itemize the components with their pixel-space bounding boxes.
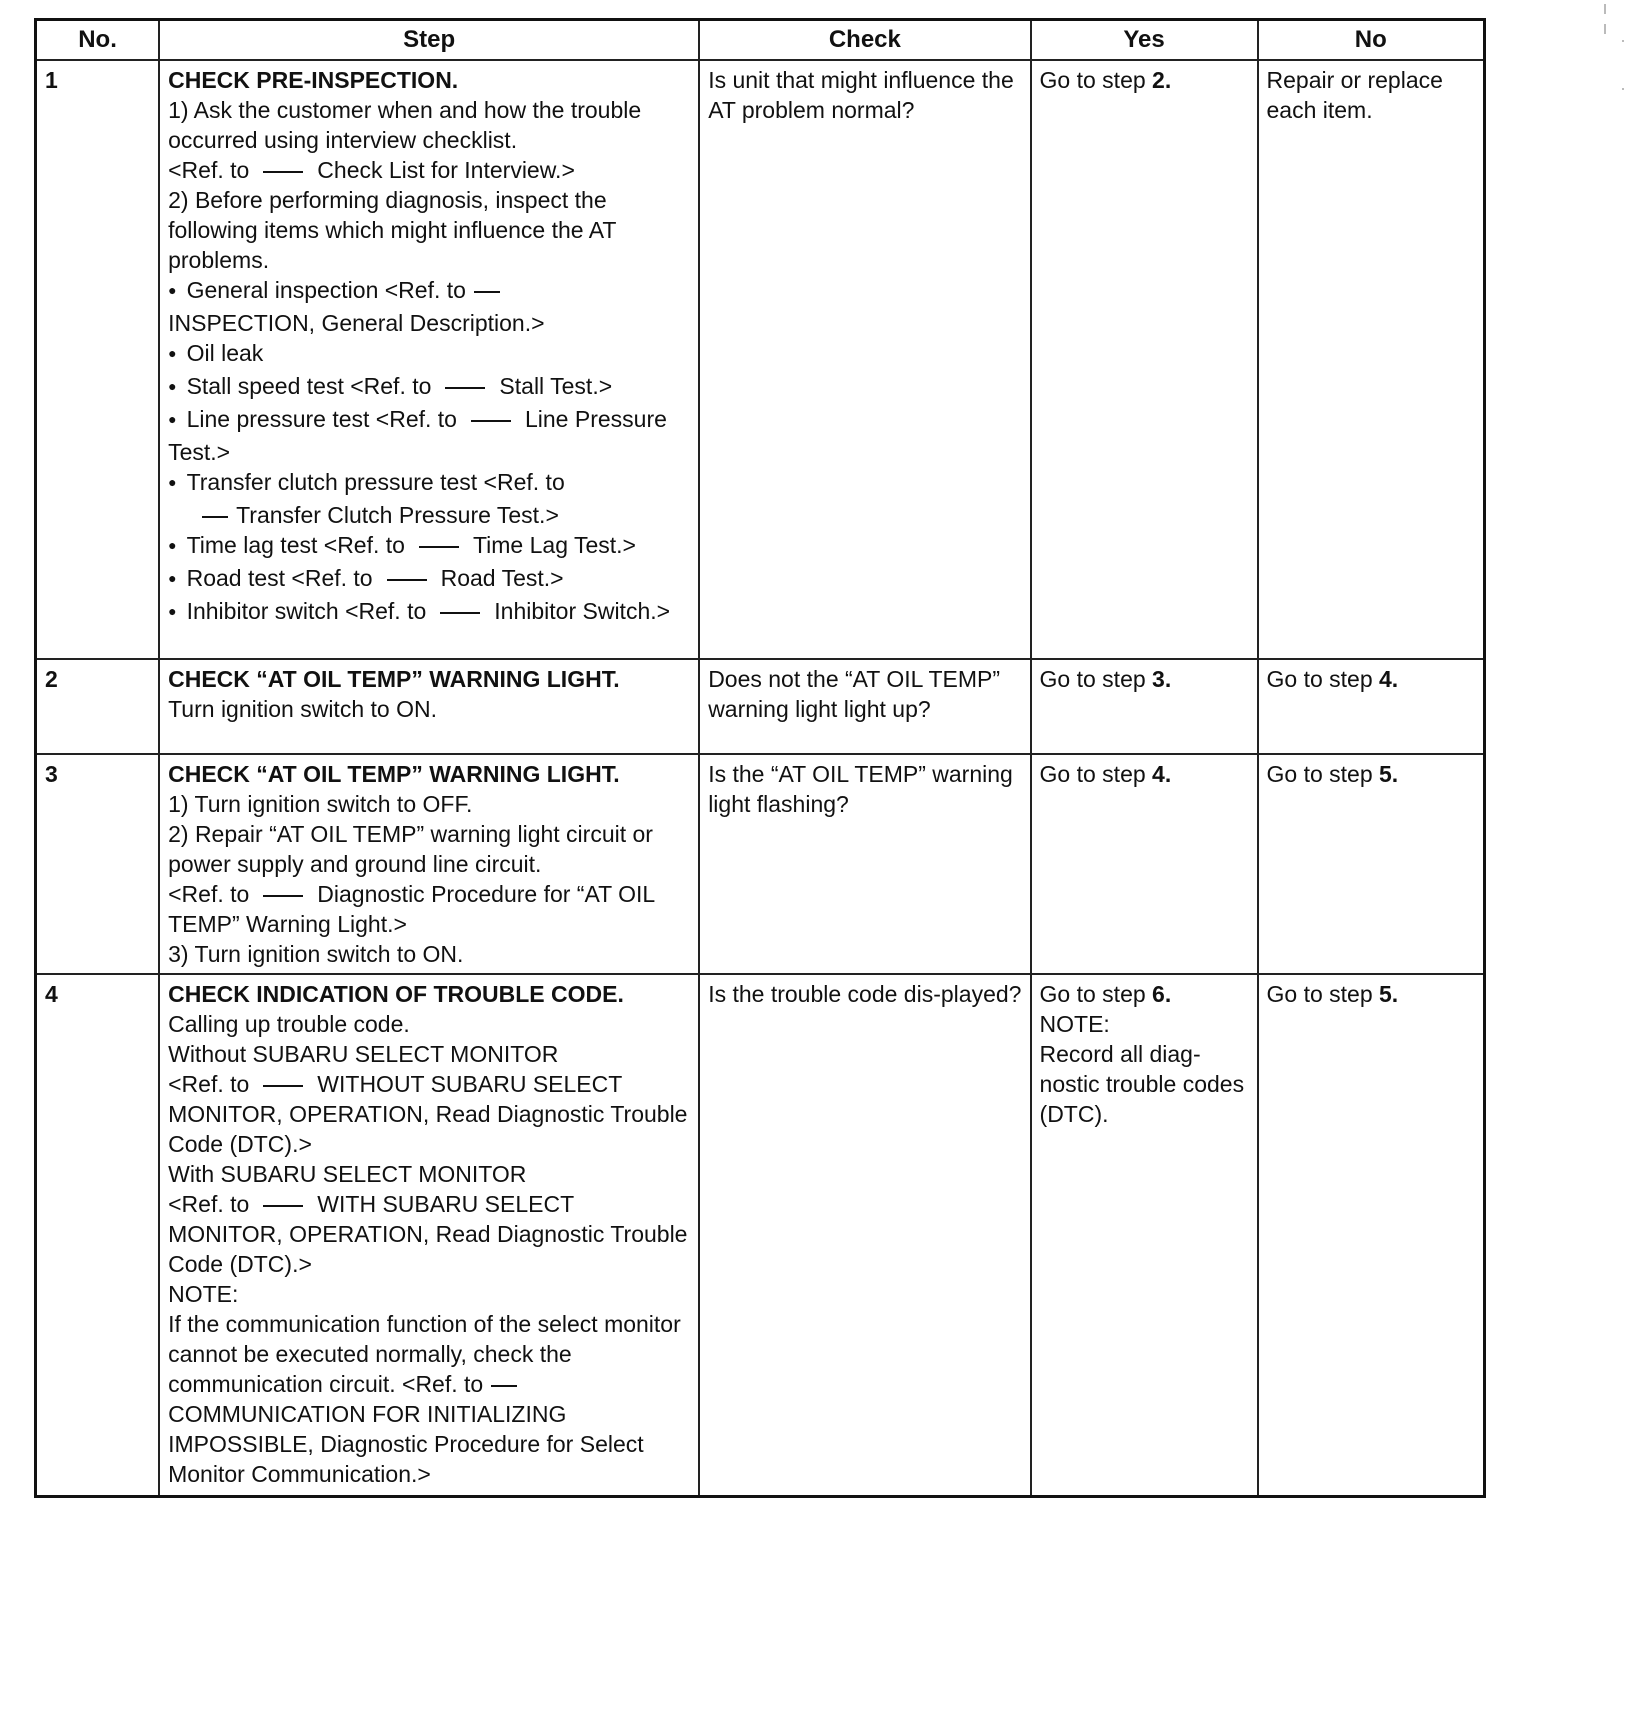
bullet-item: ● Oil leak	[168, 338, 690, 371]
table-row	[36, 974, 1485, 1496]
bullet-item	[168, 563, 690, 596]
scan-mark	[1604, 4, 1606, 14]
ref-target: Transfer Clutch Pressure Test.>	[236, 502, 559, 528]
no-prefix: Go to step	[1266, 761, 1373, 787]
header-no-action: No	[1258, 20, 1485, 61]
table-row	[36, 60, 1485, 659]
ref-prefix: Stall speed test <Ref. to	[186, 373, 432, 399]
ref-target: WITH SUBARU SELECT MONITOR, OPERATION, Read Diagnostic Trouble Code (DTC).>	[168, 1191, 688, 1277]
ref-prefix: Line pressure test <Ref. to	[186, 406, 457, 432]
yes-note-label: NOTE:	[1039, 1011, 1110, 1037]
step-line: Calling up trouble code.	[168, 1011, 410, 1037]
step-line: 1) Turn ignition switch to OFF.	[168, 791, 473, 817]
ref-dash	[263, 1205, 303, 1207]
check-cell: Is the trouble code dis-played?	[699, 974, 1030, 1496]
ref-prefix: <Ref. to	[168, 881, 250, 907]
step-line: 3) Turn ignition switch to ON.	[168, 941, 464, 967]
scan-mark	[1604, 24, 1606, 34]
check-cell: Is the “AT OIL TEMP” warning light flashing?	[699, 754, 1030, 974]
ref-line	[168, 155, 690, 185]
step-line: 1) Ask the customer when and how the trouble occurred using interview checklist.	[168, 97, 642, 153]
diagnostic-procedure-table	[34, 18, 1486, 1498]
bullet-item	[168, 371, 690, 404]
ref-dash	[471, 420, 511, 422]
step-number: 1	[36, 60, 160, 659]
ref-line	[168, 879, 690, 939]
step-number: 4	[36, 974, 160, 1496]
ref-target: Time Lag Test.>	[472, 532, 636, 558]
step-line: Turn ignition switch to ON.	[168, 696, 437, 722]
header-check: Check	[699, 20, 1030, 61]
table-row	[36, 659, 1485, 754]
step-number: 3	[36, 754, 160, 974]
ref-dash	[440, 612, 480, 614]
note-label: NOTE:	[168, 1281, 239, 1307]
yes-prefix: Go to step	[1039, 981, 1146, 1007]
no-cell	[1258, 754, 1485, 974]
ref-prefix: Road test <Ref. to	[186, 565, 373, 591]
header-step: Step	[159, 20, 699, 61]
step-title: CHECK INDICATION OF TROUBLE CODE.	[168, 981, 624, 1007]
step-line: 2) Repair “AT OIL TEMP” warning light circuit or power supply and ground line circuit.	[168, 821, 653, 877]
step-line: With SUBARU SELECT MONITOR	[168, 1161, 527, 1187]
yes-note: Record all diag-nostic trouble codes (DTC).	[1039, 1041, 1245, 1127]
step-cell	[159, 60, 699, 659]
step-title: CHECK “AT OIL TEMP” WARNING LIGHT.	[168, 666, 620, 692]
ref-target: COMMUNICATION FOR INITIALIZING IMPOSSIBLE, Diagnostic Procedure for Select Monitor Communication.>	[168, 1401, 644, 1487]
yes-prefix: Go to step	[1039, 666, 1146, 692]
ref-target: Stall Test.>	[499, 373, 613, 399]
no-prefix: Go to step	[1266, 981, 1373, 1007]
step-title: CHECK “AT OIL TEMP” WARNING LIGHT.	[168, 761, 620, 787]
check-cell: Is unit that might influence the AT problem normal?	[699, 60, 1030, 659]
ref-dash	[263, 171, 303, 173]
no-step: 5.	[1379, 981, 1399, 1007]
no-cell: Repair or replace each item.	[1258, 60, 1485, 659]
yes-prefix: Go to step	[1039, 761, 1146, 787]
scan-mark	[1622, 40, 1624, 42]
no-prefix: Go to step	[1266, 666, 1373, 692]
ref-prefix: <Ref. to	[168, 1071, 250, 1097]
ref-prefix: Time lag test <Ref. to	[186, 532, 405, 558]
ref-dash	[263, 1085, 303, 1087]
diagnostic-table-sheet	[34, 18, 1486, 1498]
ref-dash	[419, 546, 459, 548]
ref-target: Inhibitor Switch.>	[494, 598, 671, 624]
header-yes: Yes	[1031, 20, 1258, 61]
ref-line	[168, 1309, 690, 1489]
table-header-row	[36, 20, 1485, 61]
no-cell	[1258, 659, 1485, 754]
ref-prefix: Inhibitor switch <Ref. to	[186, 598, 427, 624]
bullet-item	[168, 596, 690, 629]
ref-prefix: General inspection <Ref. to	[186, 277, 466, 303]
step-number: 2	[36, 659, 160, 754]
header-no: No.	[36, 20, 160, 61]
ref-target: Road Test.>	[440, 565, 564, 591]
step-title: CHECK PRE-INSPECTION.	[168, 67, 459, 93]
yes-step: 6.	[1152, 981, 1172, 1007]
yes-cell	[1031, 60, 1258, 659]
bullet-item	[168, 275, 690, 338]
no-cell	[1258, 974, 1485, 1496]
ref-prefix: <Ref. to	[168, 157, 250, 183]
no-step: 4.	[1379, 666, 1399, 692]
bullet-item	[168, 467, 690, 530]
ref-dash	[474, 291, 500, 293]
ref-target: INSPECTION, General Description.>	[168, 310, 545, 336]
check-cell: Does not the “AT OIL TEMP” warning light light up?	[699, 659, 1030, 754]
yes-step: 4.	[1152, 761, 1172, 787]
no-step: 5.	[1379, 761, 1399, 787]
table-row	[36, 754, 1485, 974]
yes-step: 3.	[1152, 666, 1172, 692]
step-line: 2) Before performing diagnosis, inspect the following items which might influence the AT problems.	[168, 187, 616, 273]
yes-cell	[1031, 659, 1258, 754]
yes-cell	[1031, 974, 1258, 1496]
step-cell	[159, 974, 699, 1496]
ref-target: Diagnostic Procedure for “AT OIL TEMP” Warning Light.>	[168, 881, 655, 937]
bullet-item	[168, 404, 690, 467]
bullet-item	[168, 530, 690, 563]
ref-dash	[491, 1385, 517, 1387]
step-cell	[159, 754, 699, 974]
ref-prefix: <Ref. to	[168, 1191, 250, 1217]
ref-dash	[445, 387, 485, 389]
ref-line	[168, 1189, 690, 1279]
ref-dash	[387, 579, 427, 581]
step-cell	[159, 659, 699, 754]
ref-target: WITHOUT SUBARU SELECT MONITOR, OPERATION, Read Diagnostic Trouble Code (DTC).>	[168, 1071, 688, 1157]
yes-cell	[1031, 754, 1258, 974]
ref-prefix: Transfer clutch pressure test <Ref. to	[186, 469, 565, 495]
yes-step: 2.	[1152, 67, 1172, 93]
yes-prefix: Go to step	[1039, 67, 1146, 93]
ref-target: Check List for Interview.>	[317, 157, 575, 183]
step-line: Without SUBARU SELECT MONITOR	[168, 1041, 559, 1067]
ref-dash	[202, 516, 228, 518]
scan-mark	[1622, 88, 1624, 90]
ref-prefix: If the communication function of the select monitor cannot be executed normally, check the communication circuit. <Ref. to	[168, 1311, 681, 1397]
ref-target: Line Pressure Test.>	[168, 406, 667, 465]
ref-line	[168, 1069, 690, 1159]
ref-dash	[263, 895, 303, 897]
